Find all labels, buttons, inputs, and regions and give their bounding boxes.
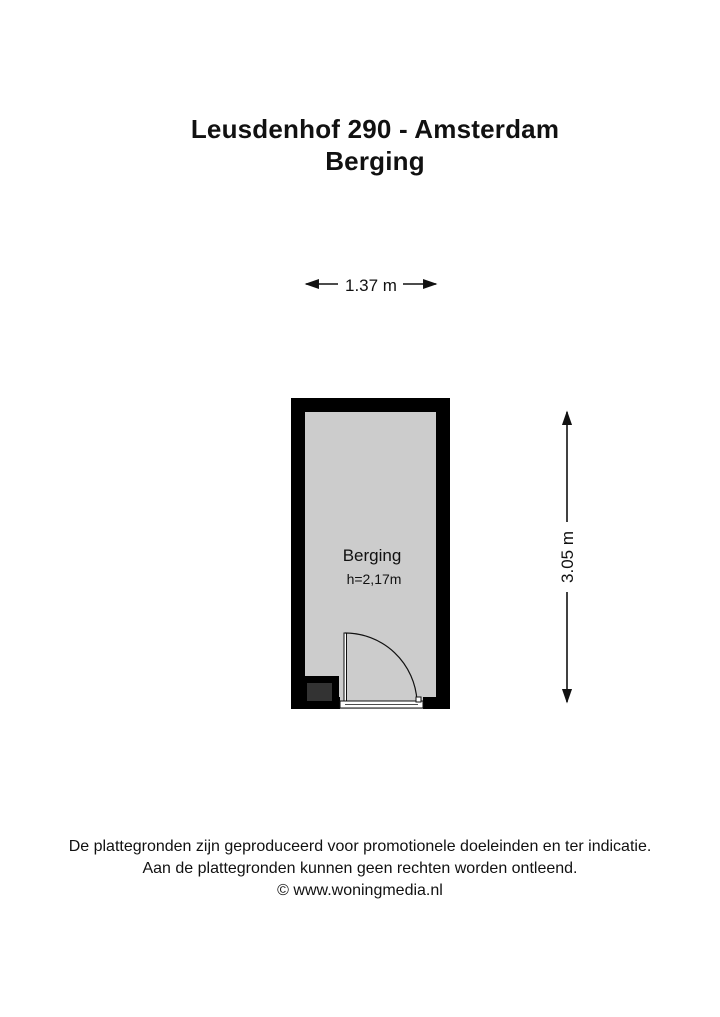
door-leaf <box>344 633 347 701</box>
page-title: Leusdenhof 290 - Amsterdam <box>190 114 560 144</box>
page-subtitle: Berging <box>325 146 425 176</box>
disclaimer-text: Aan de plattegronden kunnen geen rechten worden ontleend. <box>142 860 578 877</box>
corner-duct <box>305 676 339 707</box>
room-name: Berging <box>342 546 402 565</box>
width-label: 1.37 m <box>345 276 397 295</box>
depth-label: 3.05 m <box>558 531 577 583</box>
copyright-text: © www.woningmedia.nl <box>277 882 443 899</box>
door-stop <box>416 697 421 702</box>
width-dimension <box>306 276 436 295</box>
depth-dimension <box>558 412 577 702</box>
disclaimer-text: De plattegronden zijn geproduceerd voor promotionele doeleinden en ter indicatie. <box>68 838 652 855</box>
door-threshold <box>340 701 423 708</box>
room-height: h=2,17m <box>346 571 402 587</box>
